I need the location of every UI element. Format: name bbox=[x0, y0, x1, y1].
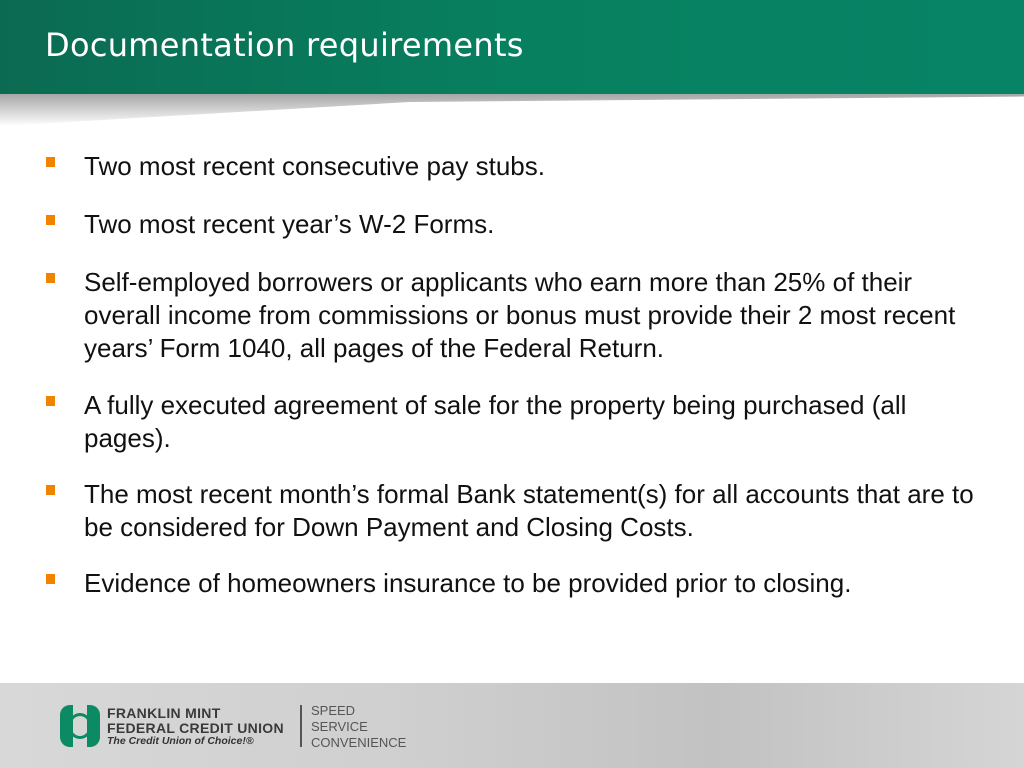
slide-title: Documentation requirements bbox=[45, 26, 524, 64]
bullet-icon bbox=[46, 215, 55, 225]
logo-name-line1: FRANKLIN MINT bbox=[107, 705, 221, 721]
bullet-icon bbox=[46, 157, 55, 167]
tagline-convenience: CONVENIENCE bbox=[311, 735, 407, 750]
logo-name-line2: FEDERAL CREDIT UNION bbox=[107, 720, 284, 736]
bullet-item: Two most recent year’s W-2 Forms. bbox=[84, 209, 495, 239]
bullet-item: Self-employed borrowers or applicants who earn more than 25% of their overall income from commissions or bonus must provide their 2 most recent years’ Form 1040, all pages of the Federal Return. bbox=[84, 267, 956, 363]
bullet-icon bbox=[46, 273, 55, 283]
bullet-item: Evidence of homeowners insurance to be provided prior to closing. bbox=[84, 568, 852, 598]
logo-tagline: The Credit Union of Choice!® bbox=[107, 735, 254, 747]
bullet-icon bbox=[46, 396, 55, 406]
credit-union-logo-icon bbox=[60, 705, 100, 747]
bullet-icon bbox=[46, 574, 55, 584]
footer-divider bbox=[300, 705, 302, 747]
title-shadow bbox=[0, 94, 1024, 126]
tagline-service: SERVICE bbox=[311, 719, 368, 734]
bullet-item: A fully executed agreement of sale for the property being purchased (all pages). bbox=[84, 390, 907, 453]
bullet-icon bbox=[46, 485, 55, 495]
bullet-item: Two most recent consecutive pay stubs. bbox=[84, 151, 545, 181]
tagline-speed: SPEED bbox=[311, 703, 356, 718]
bullet-item: The most recent month’s formal Bank statement(s) for all accounts that are to be considered for Down Payment and Closing Costs. bbox=[84, 479, 974, 542]
